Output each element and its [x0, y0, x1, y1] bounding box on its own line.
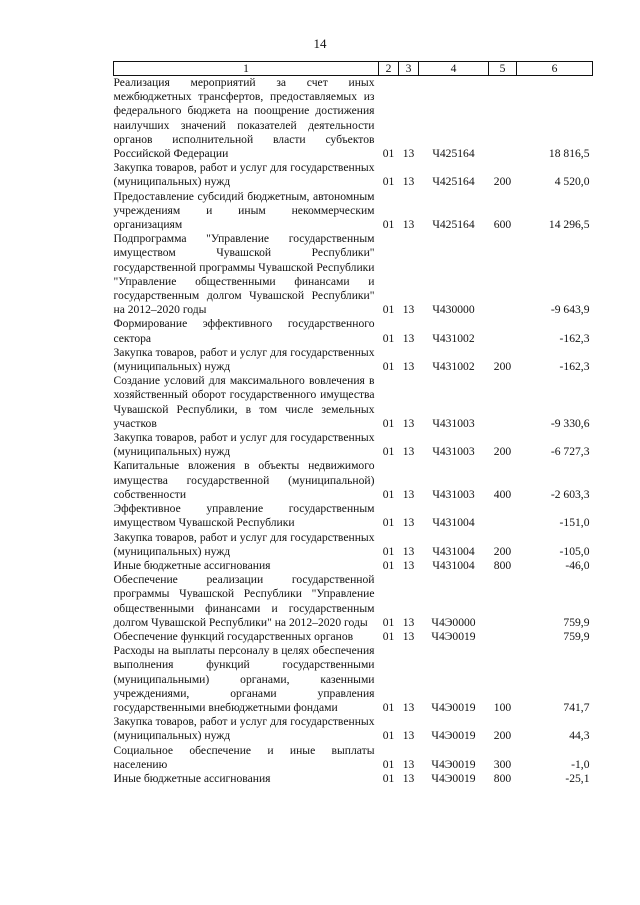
row-expense-type: 800: [493, 771, 512, 785]
row-subsection: 13: [402, 445, 415, 459]
row-section: 01: [382, 544, 395, 558]
row-subsection: 13: [402, 615, 415, 629]
row-section: 01: [382, 558, 395, 572]
row-expense-type: 100: [493, 700, 512, 714]
table-row: [114, 559, 593, 573]
row-target-code: Ч4Э0019: [431, 629, 476, 643]
row-subsection: 13: [402, 544, 415, 558]
row-section: 01: [382, 218, 395, 232]
header-col-6: 6: [517, 62, 593, 76]
row-subsection: 13: [402, 360, 415, 374]
row-expense-type: 200: [493, 445, 512, 459]
row-subsection: 13: [402, 175, 415, 189]
row-description: Закупка товаров, работ и услуг для государственных (муниципальных) нужд: [113, 345, 375, 374]
row-target-code: Ч431004: [432, 558, 475, 572]
row-section: 01: [382, 487, 395, 501]
row-amount: -2 603,3: [550, 487, 590, 501]
row-expense-type: 800: [493, 558, 512, 572]
header-col-5: 5: [489, 62, 517, 76]
table-row: [114, 502, 593, 530]
row-expense-type: 600: [493, 218, 512, 232]
row-subsection: 13: [402, 629, 415, 643]
row-amount: 4 520,0: [554, 175, 590, 189]
row-section: 01: [382, 629, 395, 643]
row-amount: -6 727,3: [550, 445, 590, 459]
row-description: Предоставление субсидий бюджетным, автономным учреждениям и иным некоммерческим организациям: [113, 189, 375, 232]
row-description: Иные бюджетные ассигнования: [113, 771, 271, 785]
row-expense-type: [489, 76, 517, 162]
row-description: Подпрограмма "Управление государственным имуществом Чувашской Республики" государственной программы Чувашской Республики "Управление общественными финансами и государственным долгом Чувашской Республики" на 2012–2020 годы: [113, 232, 375, 317]
table-row: [114, 630, 593, 644]
table-row: [114, 644, 593, 715]
row-description: Реализация мероприятий за счет иных межбюджетных трансфертов, предоставляемых из федерального бюджета на поощрение достижения наилучших значений показателей деятельности органов исполнительной власти субъектов Российской Федерации: [113, 76, 375, 161]
row-subsection: 13: [402, 757, 415, 771]
row-amount: 741,7: [563, 700, 590, 714]
row-amount: -105,0: [559, 544, 590, 558]
row-subsection: 13: [402, 558, 415, 572]
row-section: 01: [382, 360, 395, 374]
row-target-code: Ч4Э0019: [431, 700, 476, 714]
row-section: 01: [382, 147, 395, 161]
header-col-1: 1: [114, 62, 379, 76]
row-amount: 759,9: [563, 629, 590, 643]
header-col-4: 4: [419, 62, 489, 76]
row-target-code: Ч431003: [432, 416, 475, 430]
row-expense-type: [489, 573, 517, 630]
table-row: [114, 76, 593, 162]
row-expense-type: 200: [493, 175, 512, 189]
budget-table: [113, 61, 593, 786]
row-subsection: 13: [402, 700, 415, 714]
row-target-code: Ч4Э0019: [431, 757, 476, 771]
row-expense-type: [489, 317, 517, 345]
row-description: Капитальные вложения в объекты недвижимого имущества государственной (муниципальной) собственности: [113, 459, 375, 501]
table-row: [114, 346, 593, 374]
row-description: Закупка товаров, работ и услуг для государственных (муниципальных) нужд: [113, 530, 375, 558]
table-row: [114, 573, 593, 630]
row-amount: 14 296,5: [548, 218, 590, 232]
row-section: 01: [382, 615, 395, 629]
row-target-code: Ч431003: [432, 487, 475, 501]
row-expense-type: 200: [493, 360, 512, 374]
row-target-code: Ч4Э0019: [431, 729, 476, 743]
row-target-code: Ч431002: [432, 331, 475, 345]
row-section: 01: [382, 175, 395, 189]
header-row: [114, 62, 593, 76]
table-row: [114, 317, 593, 345]
row-expense-type: 400: [493, 487, 512, 501]
row-target-code: Ч425164: [432, 147, 475, 161]
table-row: [114, 374, 593, 431]
row-target-code: Ч4Э0019: [431, 771, 476, 785]
table-row: [114, 232, 593, 317]
row-section: 01: [382, 303, 395, 317]
row-amount: 18 816,5: [548, 147, 590, 161]
row-target-code: Ч431004: [432, 544, 475, 558]
row-amount: -9 643,9: [550, 303, 590, 317]
row-target-code: Ч430000: [432, 303, 475, 317]
header-col-3: 3: [399, 62, 419, 76]
row-target-code: Ч431003: [432, 445, 475, 459]
header-col-2: 2: [379, 62, 399, 76]
row-target-code: Ч425164: [432, 175, 475, 189]
row-amount: -25,1: [565, 771, 590, 785]
table-row: [114, 744, 593, 772]
row-section: 01: [382, 700, 395, 714]
row-amount: 44,3: [569, 729, 590, 743]
page-number: 14: [313, 36, 327, 51]
row-amount: -9 330,6: [550, 416, 590, 430]
row-subsection: 13: [402, 218, 415, 232]
row-subsection: 13: [402, 487, 415, 501]
row-section: 01: [382, 331, 395, 345]
row-target-code: Ч431004: [432, 516, 475, 530]
row-description: Эффективное управление государственным имуществом Чувашской Республики: [113, 502, 375, 530]
row-description: Обеспечение функций государственных органов: [113, 629, 354, 643]
row-description: Расходы на выплаты персоналу в целях обеспечения выполнения функций государственными (муниципальными) органами, казенными учреждениями, органами управления государственными внебюджетными фондами: [113, 644, 375, 714]
row-description: Обеспечение реализации государственной программы Чувашской Республики "Управление общественными финансами и государственным долгом Чувашской Республики" на 2012–2020 годы: [113, 573, 375, 629]
table-row: [114, 715, 593, 743]
row-target-code: Ч425164: [432, 218, 475, 232]
row-amount: -162,3: [559, 360, 590, 374]
row-description: Формирование эффективного государственного сектора: [113, 317, 375, 345]
row-amount: 759,9: [563, 615, 590, 629]
row-description: Иные бюджетные ассигнования: [113, 558, 271, 572]
row-subsection: 13: [402, 303, 415, 317]
row-expense-type: [489, 374, 517, 431]
row-target-code: Ч431002: [432, 360, 475, 374]
row-expense-type: 200: [493, 544, 512, 558]
table-row: [114, 772, 593, 786]
row-section: 01: [382, 729, 395, 743]
row-expense-type: 300: [493, 757, 512, 771]
table-row: [114, 531, 593, 559]
row-section: 01: [382, 445, 395, 459]
row-expense-type: [489, 502, 517, 530]
row-expense-type: 200: [493, 729, 512, 743]
row-description: Закупка товаров, работ и услуг для государственных (муниципальных) нужд: [113, 715, 375, 743]
table-row: [114, 431, 593, 459]
table-row: [114, 161, 593, 189]
table-row: [114, 190, 593, 233]
row-section: 01: [382, 516, 395, 530]
row-description: Закупка товаров, работ и услуг для государственных (муниципальных) нужд: [113, 431, 375, 459]
row-subsection: 13: [402, 771, 415, 785]
row-subsection: 13: [402, 729, 415, 743]
table-row: [114, 459, 593, 502]
row-subsection: 13: [402, 516, 415, 530]
row-expense-type: [489, 232, 517, 317]
row-subsection: 13: [402, 416, 415, 430]
row-expense-type: [489, 630, 517, 644]
row-description: Социальное обеспечение и иные выплаты населению: [113, 743, 375, 771]
row-target-code: Ч4Э0000: [431, 615, 476, 629]
row-section: 01: [382, 757, 395, 771]
row-amount: -162,3: [559, 331, 590, 345]
row-section: 01: [382, 416, 395, 430]
row-section: 01: [382, 771, 395, 785]
row-description: Закупка товаров, работ и услуг для государственных (муниципальных) нужд: [113, 161, 375, 189]
row-subsection: 13: [402, 331, 415, 345]
row-description: Создание условий для максимального вовлечения в хозяйственный оборот государственного имущества Чувашской Республики, в том числе земельных участков: [113, 374, 375, 430]
row-amount: -1,0: [571, 757, 590, 771]
row-amount: -46,0: [565, 558, 590, 572]
row-amount: -151,0: [559, 516, 590, 530]
row-subsection: 13: [402, 147, 415, 161]
